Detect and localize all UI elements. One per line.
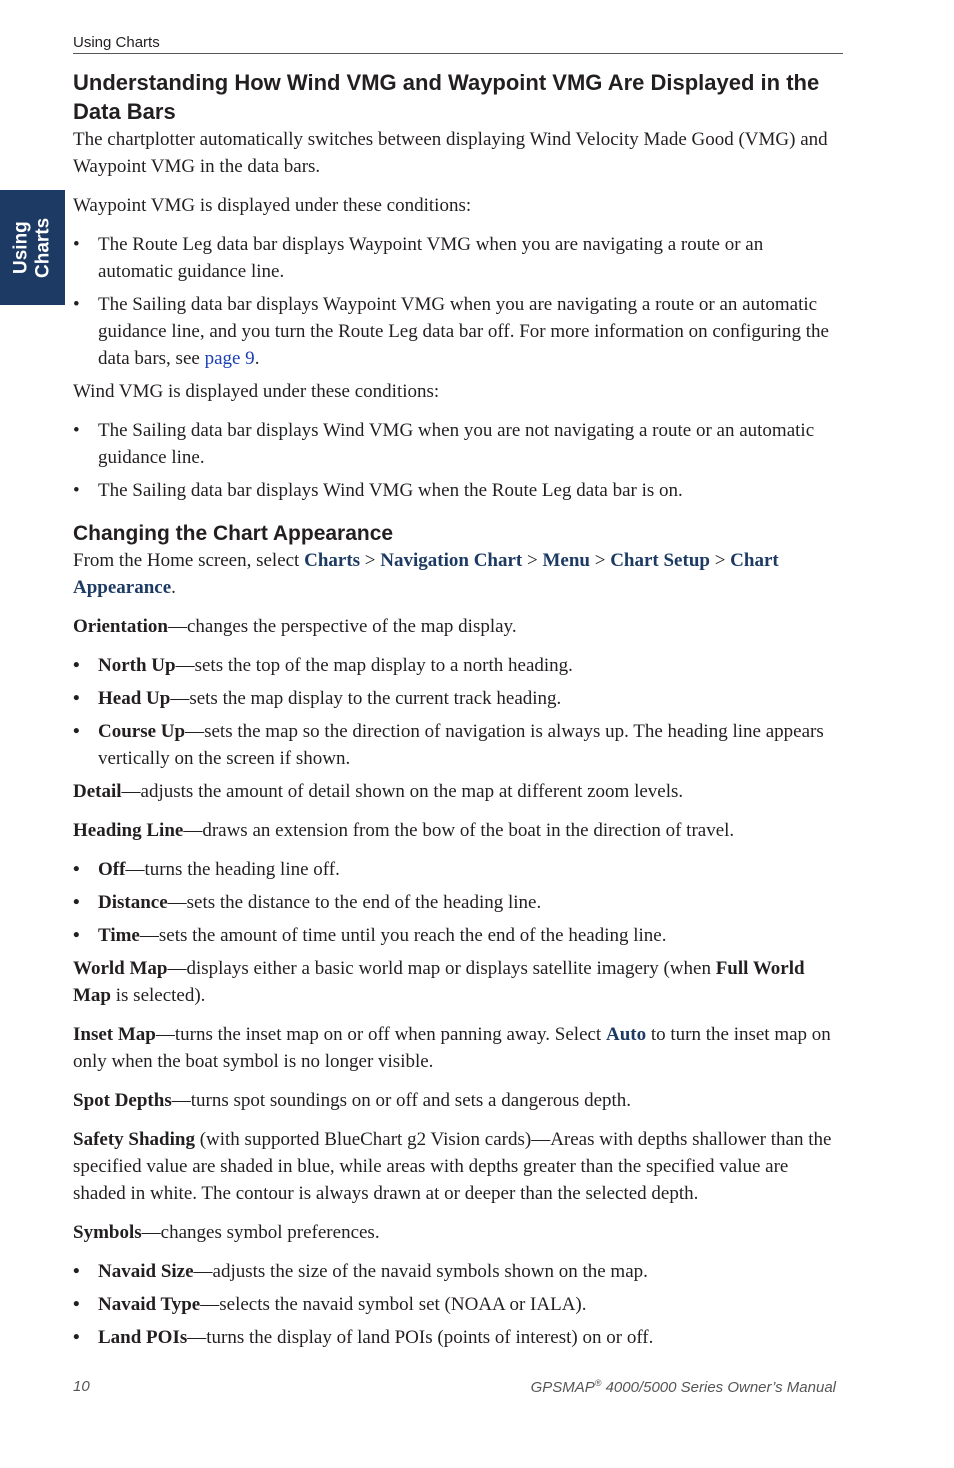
list-item: • The Sailing data bar displays Wind VMG when you are not navigating a route or an automatic guidance line. <box>73 420 815 468</box>
list-item: • Time—sets the amount of time until you reach the end of the heading line. <box>73 925 667 946</box>
page-content <box>73 68 838 1357</box>
paragraph-waypoint-intro: Waypoint VMG is displayed under these conditions: <box>73 195 472 216</box>
running-head: Using Charts <box>73 34 843 54</box>
waypoint-conditions-list <box>73 231 838 372</box>
menu-path-chart-appearance: Chart Appearance <box>73 550 779 598</box>
list-item: • Land POIs—turns the display of land POIs (points of interest) on or off. <box>73 1327 654 1348</box>
menu-path-navigation-chart: Navigation Chart <box>380 550 523 571</box>
paragraph-safety-shading: Safety Shading (with supported BlueChart g2 Vision cards)—Areas with depths shallower than the specified value are shaded in blue, while areas with depths greater than the specified value are shaded in white. The contour is always drawn at or deeper than the selected depth. <box>73 1129 832 1204</box>
list-item: • Off—turns the heading line off. <box>73 859 340 880</box>
paragraph-menu-path: From the Home screen, select Charts > Navigation Chart > Menu > Chart Setup > Chart Appearance. <box>73 550 779 598</box>
list-item: • Navaid Size—adjusts the size of the navaid symbols shown on the map. <box>73 1261 648 1282</box>
paragraph-orientation: Orientation—changes the perspective of the map display. <box>73 616 517 637</box>
paragraph-heading-line: Heading Line—draws an extension from the bow of the boat in the direction of travel. <box>73 820 735 841</box>
menu-path-chart-setup: Chart Setup <box>610 550 710 571</box>
orientation-options-list <box>73 652 838 772</box>
list-item: • Navaid Type—selects the navaid symbol set (NOAA or IALA). <box>73 1294 587 1315</box>
manual-title: GPSMAP® 4000/5000 Series Owner’s Manual <box>530 1378 836 1396</box>
list-item: • Course Up—sets the map so the direction of navigation is always up. The heading line appears vertically on the screen if shown. <box>73 721 824 769</box>
list-item: • The Route Leg data bar displays Waypoint VMG when you are navigating a route or an automatic guidance line. <box>73 234 764 282</box>
page-9-link[interactable]: page 9 <box>204 348 255 369</box>
side-tab-using-charts[interactable]: Using Charts <box>0 190 65 305</box>
symbols-options-list <box>73 1258 838 1351</box>
paragraph-spot-depths: Spot Depths—turns spot soundings on or off and sets a dangerous depth. <box>73 1090 632 1111</box>
paragraph-inset-map: Inset Map—turns the inset map on or off when panning away. Select Auto to turn the inset map on only when the boat symbol is no longer visible. <box>73 1024 831 1072</box>
list-item: • The Sailing data bar displays Waypoint VMG when you are navigating a route or an automatic guidance line, and you turn the Route Leg data bar off. For more information on configuring the data bars, see page 9. <box>73 294 829 369</box>
paragraph-detail: Detail—adjusts the amount of detail shown on the map at different zoom levels. <box>73 781 684 802</box>
section-heading-vmg: Understanding How Wind VMG and Waypoint VMG Are Displayed in the Data Bars <box>73 70 820 124</box>
list-item: • North Up—sets the top of the map display to a north heading. <box>73 655 573 676</box>
wind-conditions-list <box>73 417 838 504</box>
paragraph-intro: The chartplotter automatically switches between displaying Wind Velocity Made Good (VMG) and Waypoint VMG in the data bars. <box>73 129 828 177</box>
paragraph-world-map: World Map—displays either a basic world map or displays satellite imagery (when Full World Map is selected). <box>73 958 805 1006</box>
list-item: • The Sailing data bar displays Wind VMG when the Route Leg data bar is on. <box>73 480 683 501</box>
list-item: • Head Up—sets the map display to the current track heading. <box>73 688 562 709</box>
section-heading-chart-appearance: Changing the Chart Appearance <box>73 522 394 545</box>
menu-path-menu: Menu <box>542 550 590 571</box>
paragraph-wind-intro: Wind VMG is displayed under these conditions: <box>73 381 440 402</box>
menu-path-charts: Charts <box>304 550 361 571</box>
page-number: 10 <box>73 1378 90 1395</box>
heading-line-options-list <box>73 856 838 949</box>
list-item: • Distance—sets the distance to the end of the heading line. <box>73 892 542 913</box>
paragraph-symbols: Symbols—changes symbol preferences. <box>73 1222 380 1243</box>
